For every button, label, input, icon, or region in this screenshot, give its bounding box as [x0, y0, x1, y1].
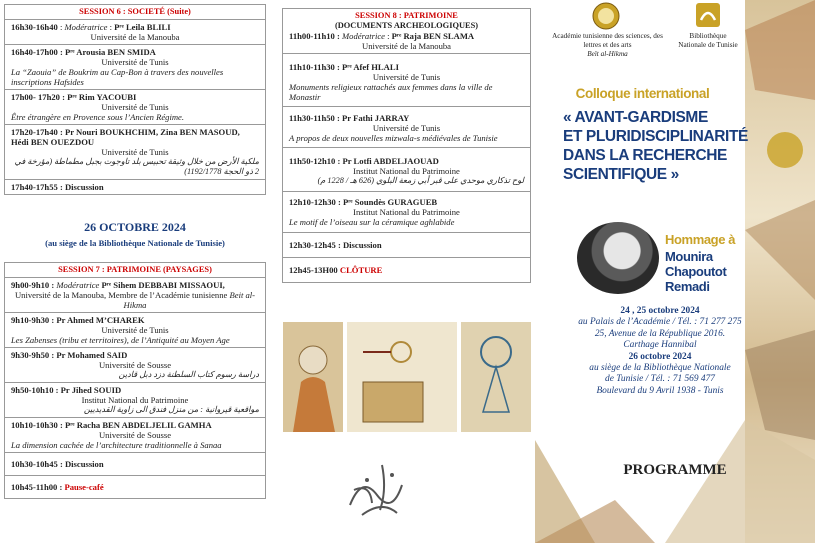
date-subheading: (au siège de la Bibliothèque Nationale de Tunisie) — [45, 238, 225, 248]
talk-row: 11h50-12h10 : Pr Lotfi ABDELJAOUAD Institut National du Patrimoine لوح تذكاري موحدي على قبر أبي زمعة البلوي (626 هـ / 1228 م) — [283, 148, 530, 192]
diagram-illustration — [461, 322, 531, 432]
session6-title: SESSION 6 : SOCIETÉ (Suite) — [5, 5, 265, 20]
talk-row: 16h40-17h00 : Pʳᵉ Arousia BEN SMIDA Université de Tunis La “Zaouia” de Boukrim au Cap-Bon à travers des nouvelles inscriptions Hafsides — [5, 45, 265, 90]
talk-row: 17h00- 17h20 : Pʳᵉ Rim YACOUBI Université de Tunis Être étrangère en Provence sous l’Ancien Régime. — [5, 90, 265, 125]
talk-row: 11h30-11h50 : Pr Fathi JARRAY Université de Tunis A propos de deux nouvelles mizwala-s médiévales de Tunisie — [283, 107, 530, 148]
library-name: Bibliothèque Nationale de Tunisie — [678, 32, 738, 49]
session8-header: SESSION 8 : PATRIMOINE (DOCUMENTS ARCHEOLOGIQUES) 11h00-11h10 : Modératrice : Pʳᵉ Raja BEN SLAMA Université de la Manouba — [283, 9, 530, 54]
session7-table — [4, 262, 266, 499]
discussion-row: 17h40-17h55 : Discussion — [11, 182, 104, 192]
discussion-row: 10h30-10h45 : Discussion — [5, 453, 265, 476]
discussion-row: 12h30-12h45 : Discussion — [283, 233, 530, 258]
honoree-name: Mounira Chapoutot Remadi — [665, 249, 727, 294]
cover-panel — [535, 0, 815, 543]
talk-row: 10h10-10h30 : Pʳᵉ Racha BEN ABDELJELIL GAMHA Université de Sousse La dimension cachée de l’architecture traditionnelle à Sanaa — [5, 418, 265, 453]
venue-info: 24 , 25 octobre 2024 au Palais de l’Académie / Tél. : 71 277 275 25, Avenue de la République 2016. Carthage Hannibal 26 octobre 2024 au siège de la Bibliothèque Nationale de Tunisie / Tél. : 71 569 477 Boulevard du 9 Avril 1938 - Tunis — [578, 306, 742, 396]
library-logo-icon — [695, 2, 721, 28]
pause-row: 10h45-11h00 : Pause-café — [11, 482, 104, 492]
talk-row: 9h50-10h10 : Pr Jihed SOUID Institut National du Patrimoine مواقعية قيروانية : من منزل فندق الى زاوية القديديين — [5, 383, 265, 418]
session6-moderator: 16h30-16h40 : Modératrice : Pʳᵉ Leila BLILI Université de la Manouba — [5, 20, 265, 45]
left-column — [0, 0, 270, 543]
talk-row: 11h10-11h30 : Pʳᵉ Afef HLALI Université de Tunis Monuments religieux rattachés aux femmes dans la ville de Monastir — [283, 54, 530, 107]
calligraphy-logo-icon — [342, 455, 417, 523]
colloque-title: « AVANT-GARDISME ET PLURIDISCIPLINARITÉ DANS LA RECHERCHE SCIENTIFIQUE » — [563, 109, 748, 183]
talk-row: 12h10-12h30 : Pʳᵉ Soundès GURAGUEB Institut National du Patrimoine Le motif de l’oiseau sur la céramique aghlabide — [283, 192, 530, 233]
session7-moderator: 9h00-9h10 : Modératrice Pʳᵉ Sihem DEBBABI MISSAOUI, Université de la Manouba, Membre de l’Académie tunisienne Beit al-Hikma — [5, 278, 265, 313]
closing-row: 12h45-13H00 CLÔTURE — [289, 265, 383, 275]
colloque-label: Colloque international — [575, 86, 710, 101]
date-heading: 26 OCTOBRE 2024 — [84, 220, 186, 234]
middle-column — [270, 0, 535, 543]
session8-table — [282, 8, 531, 283]
talk-row: 9h30-9h50 : Pr Mohamed SAID Université de Sousse دراسة رسوم كتاب السلطنة دزد دبل قادين — [5, 348, 265, 383]
honoree-portrait — [577, 222, 659, 294]
programme-label: PROGRAMME — [623, 462, 727, 478]
talk-row: 9h10-9h30 : Pr Ahmed M’CHAREK Université de Tunis Les Zabenses (tribu et territoires), de l’Antiquité au Moyen Age — [5, 313, 265, 348]
manuscript-illustration — [283, 322, 531, 432]
academy-name: Académie tunisienne des sciences, des lettres et des arts Beït al-Hikma — [552, 32, 663, 58]
academy-seal-icon — [592, 2, 620, 30]
session6-table — [4, 4, 266, 195]
hommage-label: Hommage à — [665, 232, 736, 247]
talk-row: 17h20-17h40 : Pr Nouri BOUKHCHIM, Zina BEN MASOUD, Hédi BEN OUEZDOU Université de Tunis ملكية الأرض من خلال وثيقة تحبيس بلد تاوجوت بجبل مطماطة (مؤرخة في 2 ذو الحجة 1192/1778) — [5, 125, 265, 180]
session7-title: SESSION 7 : PATRIMOINE (PAYSAGES) — [5, 263, 265, 278]
